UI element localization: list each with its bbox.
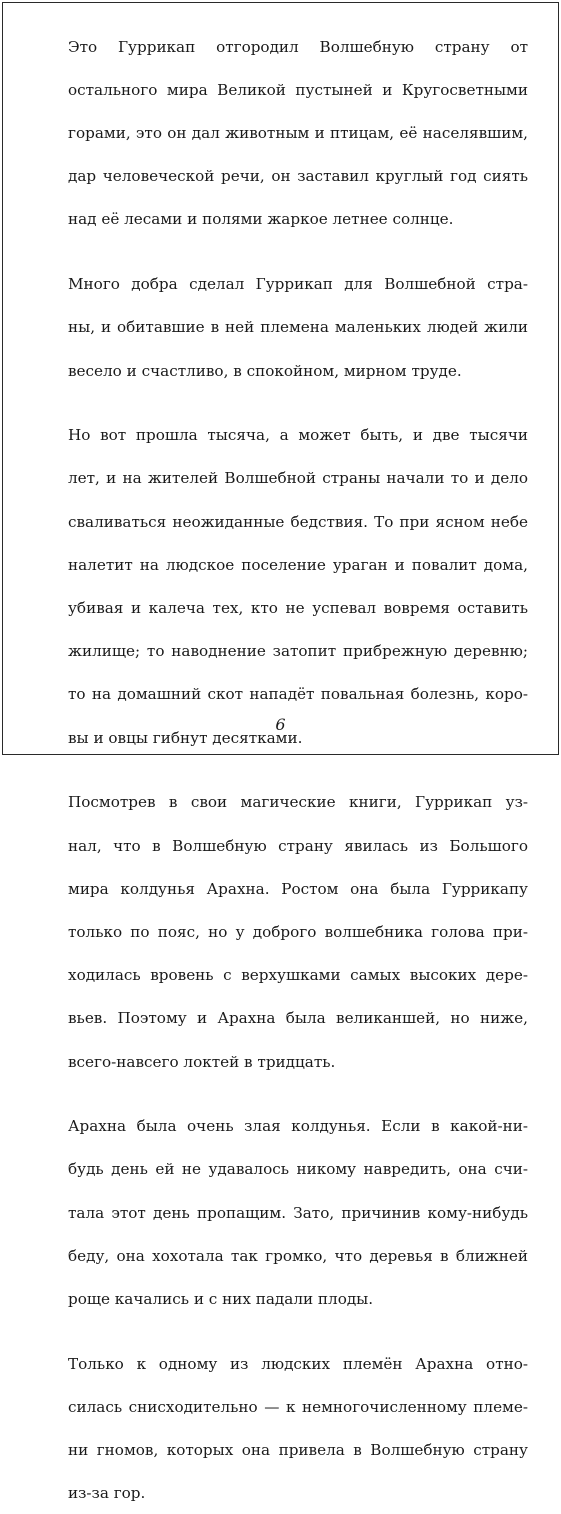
text-line: ходилась вровень с верхушками самых высоких дере- [68, 966, 528, 985]
page-text [38, 15, 528, 1514]
text-line: вьев. Поэтому и Арахна была великаншей, но ниже, [68, 1009, 528, 1028]
text-line: жилище; то наводнение затопит прибрежную деревню; [68, 642, 528, 661]
paragraph-4 [38, 771, 528, 1095]
text-line: мира колдунья Арахна. Ростом она была Гуррикапу [68, 879, 528, 898]
text-line: из-за гор. [68, 1484, 146, 1503]
text-line: убивая и калеча тех, кто не успевал вовремя оставить [68, 599, 528, 618]
text-line: лет, и на жителей Волшебной страны начали то и дело [68, 469, 528, 488]
text-line: беду, она хохотала так громко, что деревья в ближней [68, 1246, 528, 1265]
text-line: Арахна была очень злая колдунья. Если в какой-ни- [68, 1117, 528, 1136]
text-line: то на домашний скот нападёт повальная болезнь, коро- [68, 685, 528, 704]
text-line: силась снисходительно — к немногочисленному племе- [68, 1398, 528, 1416]
text-line: вы и овцы гибнут десятками. [68, 728, 303, 747]
text-line: Но вот прошла тысяча, а может быть, и две тысячи [68, 426, 528, 445]
text-line: горами, это он дал животным и птицам, её населявшим, [68, 123, 528, 142]
text-line: сваливаться неожиданные бедствия. То при ясном небе [68, 512, 528, 531]
text-line: тала этот день пропащим. Зато, причинив кому-нибудь [68, 1203, 528, 1222]
text-line: весело и счастливо, в спокойном, мирном труде. [68, 361, 462, 380]
page-number: 6 [275, 715, 286, 734]
text-line: всего-навсего локтей в тридцать. [68, 1052, 336, 1071]
book-page [2, 2, 559, 1503]
text-line: ни гномов, которых она привела в Волшебную страну [68, 1441, 528, 1460]
text-line: остального мира Великой пустыней и Кругосветными [68, 80, 528, 99]
text-line: дар человеческой речи, он заставил круглый год сиять [68, 167, 528, 186]
text-line: Только к одному из людских племён Арахна отно- [68, 1354, 528, 1373]
paragraph-6 [38, 1332, 528, 1514]
text-line: Это Гуррикап отгородил Волшебную страну от [68, 37, 528, 56]
text-line: ны, и обитавшие в ней племена маленьких людей жили [68, 318, 528, 337]
text-line: только по пояс, но у доброго волшебника голова при- [68, 922, 528, 941]
text-line: Много добра сделал Гуррикап для Волшебной стра- [68, 275, 528, 294]
paragraph-1 [38, 15, 528, 253]
text-line: будь день ей не удавалось никому навредить, она счи- [68, 1160, 528, 1179]
text-line: нал, что в Волшебную страну явилась из Большого [68, 836, 528, 855]
text-line: Посмотрев в свои магические книги, Гуррикап уз- [68, 793, 528, 812]
text-line: роще качались и с них падали плоды. [68, 1290, 374, 1309]
paragraph-5 [38, 1095, 528, 1333]
text-line: налетит на людское поселение ураган и повалит дома, [68, 555, 528, 574]
paragraph-2 [38, 253, 528, 404]
text-line: над её лесами и полями жаркое летнее солнце. [68, 210, 454, 229]
